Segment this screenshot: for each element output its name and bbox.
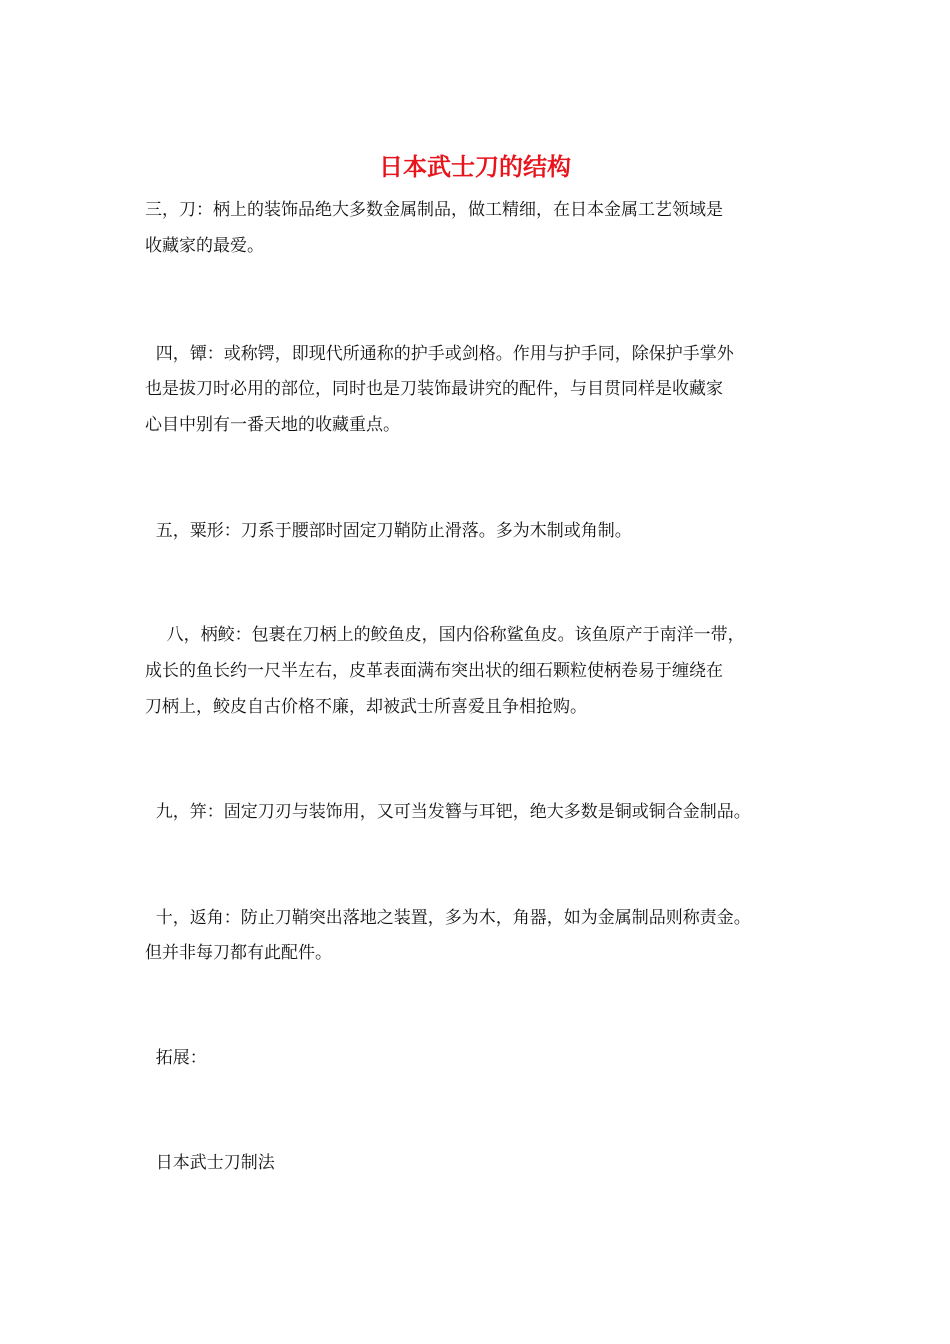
paragraph-line: 收藏家的最爱。: [145, 236, 264, 256]
paragraph-line: 三，刀：柄上的装饰品绝大多数金属制品，做工精细，在日本金属工艺领域是: [145, 200, 723, 220]
paragraph-line: 日本武士刀制法: [145, 1153, 275, 1173]
paragraph-line: 四，镡：或称锷，即现代所通称的护手或剑格。作用与护手同，除保护手掌外: [145, 344, 734, 364]
paragraph-line: 也是拔刀时必用的部位，同时也是刀装饰最讲究的配件，与目贯同样是收藏家: [145, 379, 723, 399]
paragraph-line: 但并非每刀都有此配件。: [145, 943, 332, 963]
paragraph-line: 十，返角：防止刀鞘突出落地之装置，多为木，角器，如为金属制品则称责金。: [145, 908, 751, 928]
paragraph-line: 心目中别有一番天地的收藏重点。: [145, 415, 400, 435]
paragraph-line: 八，柄鲛：包裹在刀柄上的鲛鱼皮，国内俗称鲨鱼皮。该鱼原产于南洋一带，: [145, 625, 745, 645]
paragraph-line: 拓展：: [145, 1048, 207, 1068]
paragraph-line: 九，笄：固定刀刃与装饰用，又可当发簪与耳钯，绝大多数是铜或铜合金制品。: [145, 802, 751, 822]
paragraph-line: 刀柄上，鲛皮自古价格不廉，却被武士所喜爱且争相抢购。: [145, 697, 587, 717]
paragraph-line: 五，粟形：刀系于腰部时固定刀鞘防止滑落。多为木制或角制。: [145, 521, 632, 541]
page-title: 日本武士刀的结构: [379, 152, 571, 181]
paragraph-line: 成长的鱼长约一尺半左右，皮革表面满布突出状的细石颗粒使柄卷易于缠绕在: [145, 661, 723, 681]
